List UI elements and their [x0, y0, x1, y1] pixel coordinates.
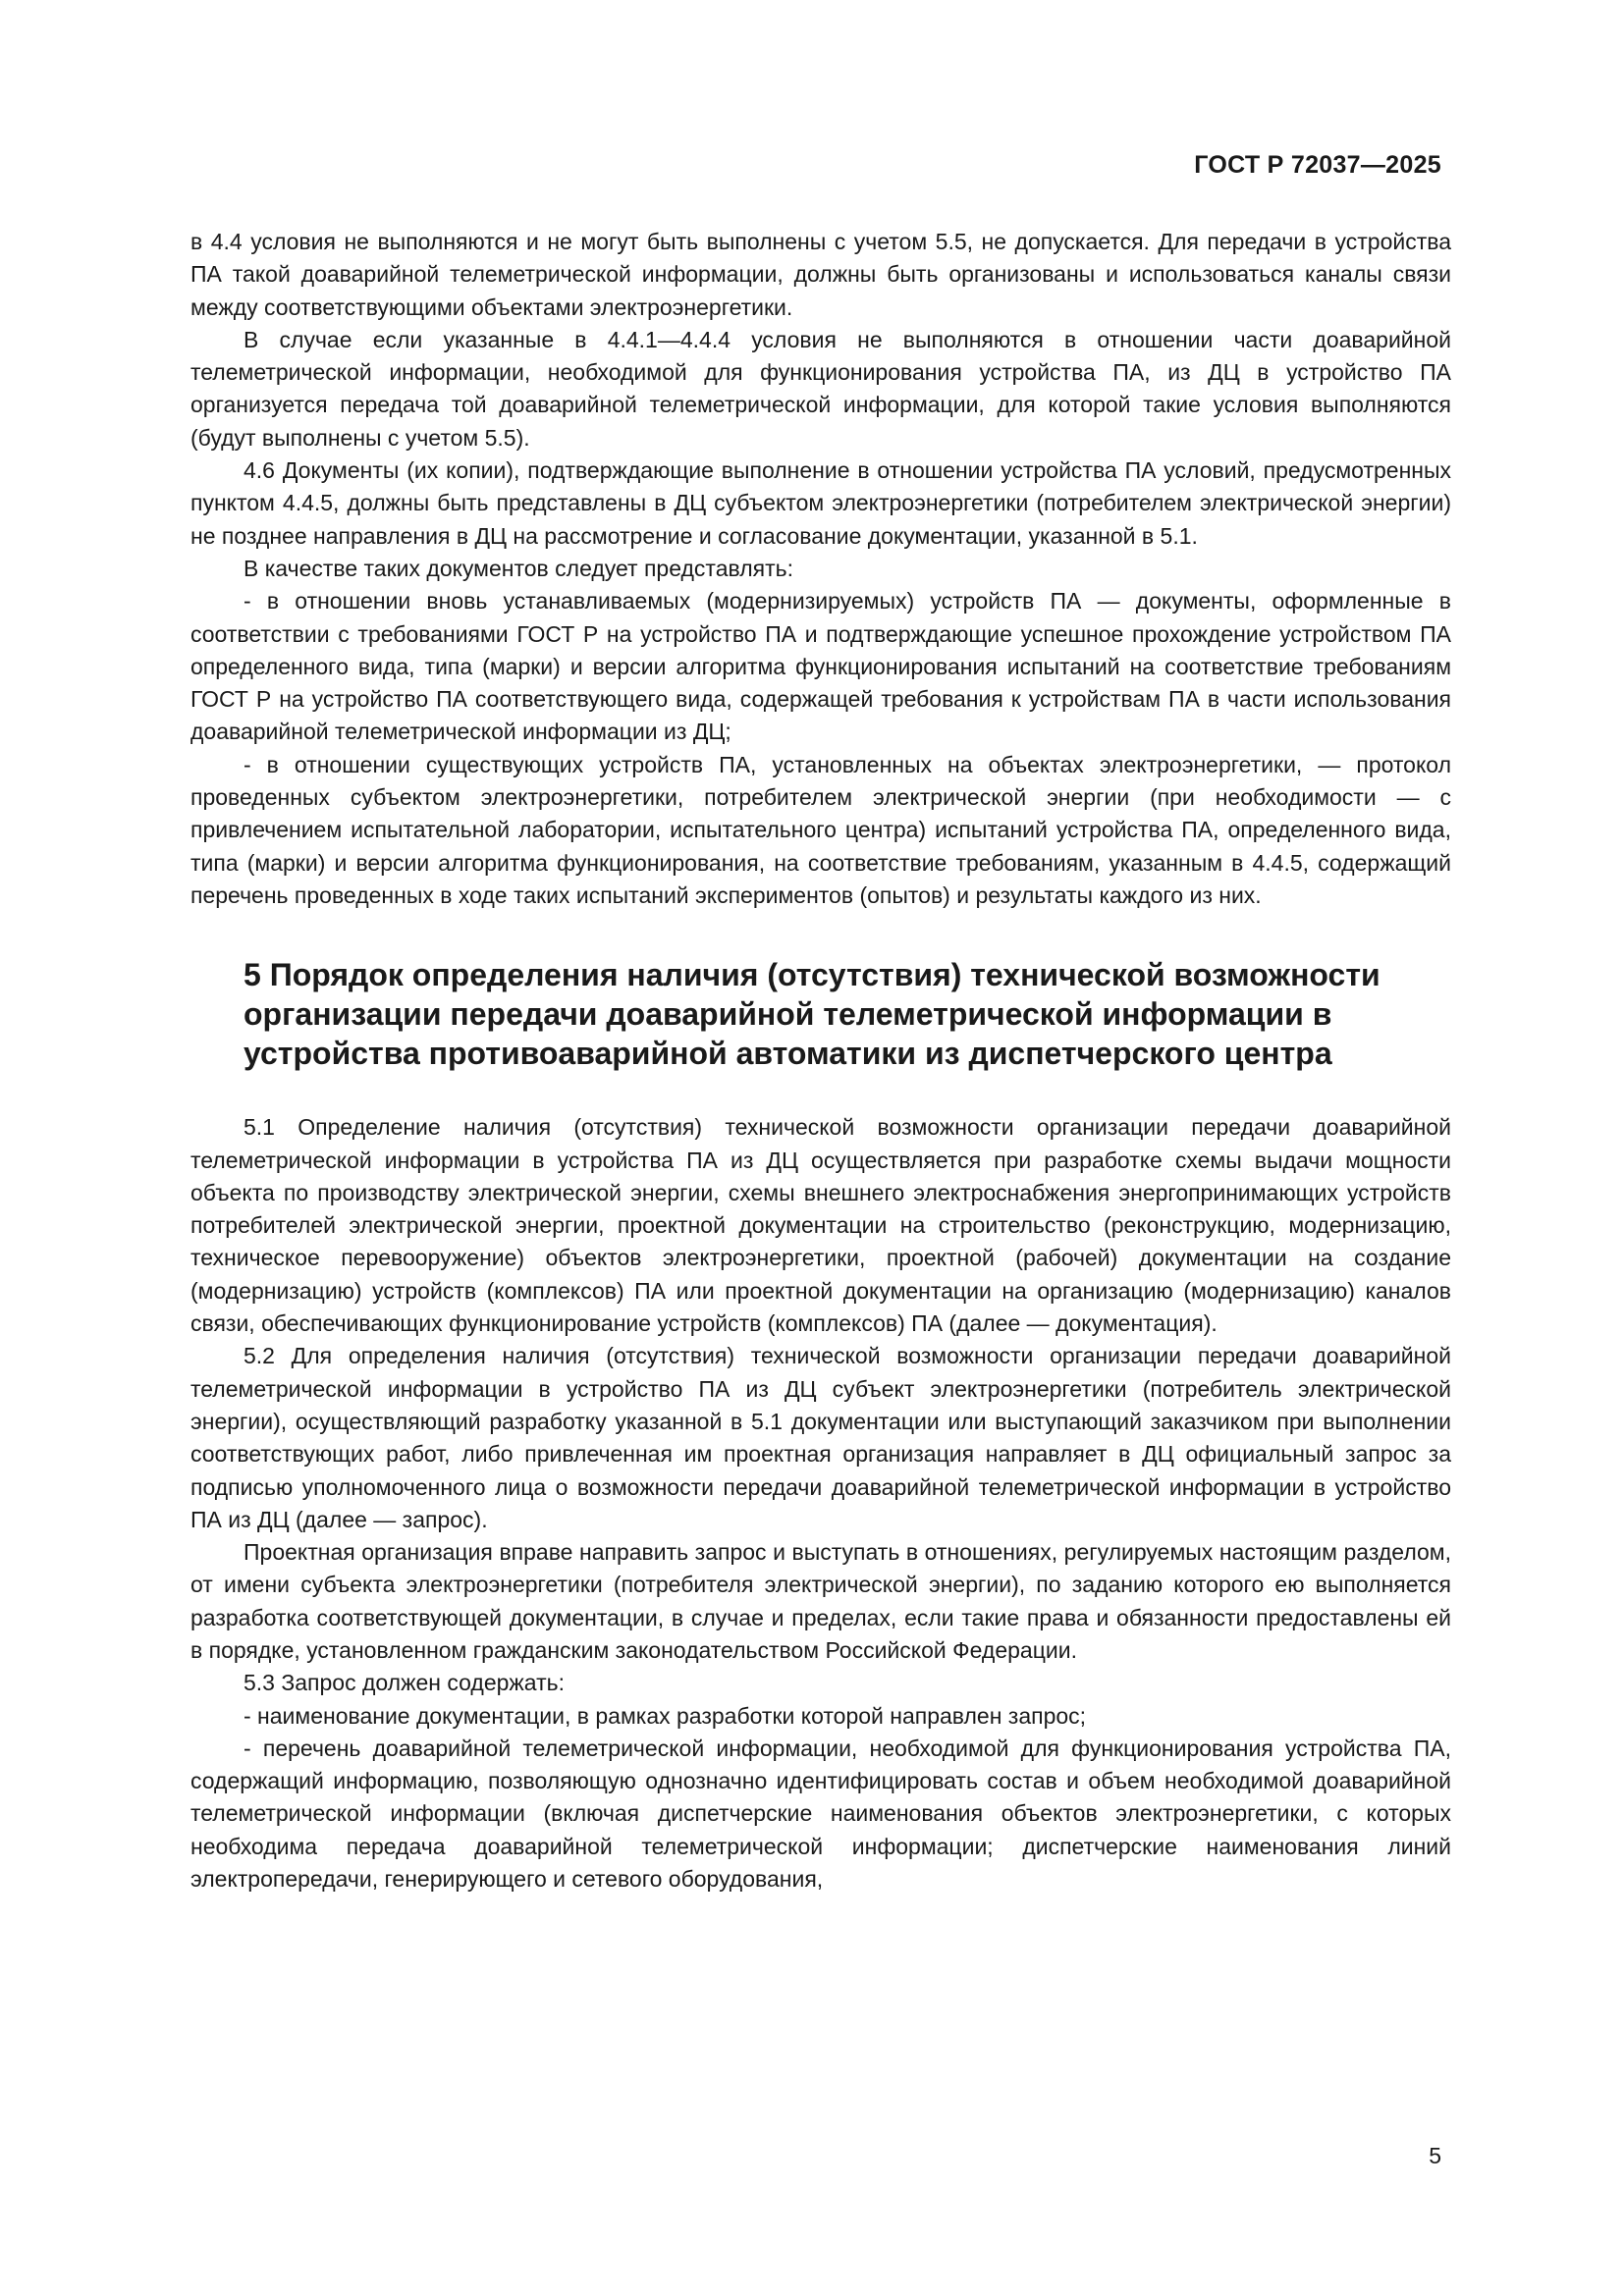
clause-5-1: 5.1 Определение наличия (отсутствия) технической возможности организации передачи доаварийной телеметрической информации в устройства ПА из ДЦ осуществляется при разработке схемы выдачи мощности объекта по производству электрической энергии, схемы внешнего электроснабжения энергопринимающих устройств потребителей электрической энергии, проектной документации на строительство (реконструкцию, модернизацию, техническое перевооружение) объектов электроэнергетики, проектной (рабочей) документации на создание (модернизацию) устройств (комплексов) ПА или проектной документации на организацию (модернизацию) каналов связи, обеспечивающих функционирование устройств (комплексов) ПА (далее — документация).	[190, 1114, 1451, 1337]
page-number: 5	[1429, 2143, 1441, 2168]
page-content	[190, 226, 1451, 1896]
list-item: - наименование документации, в рамках разработки которой направлен запрос;	[244, 1702, 1087, 1729]
clause-4-6: 4.6 Документы (их копии), подтверждающие выполнение в отношении устройства ПА условий, предусмотренных пунктом 4.4.5, должны быть представлены в ДЦ субъектом электроэнергетики (потребителем электрической энергии) не позднее направления в ДЦ на рассмотрение и согласование документации, указанной в 5.1.	[190, 457, 1451, 549]
list-item: - в отношении существующих устройств ПА, установленных на объектах электроэнергетики, — протокол проведенных субъектом электроэнергетики, потребителем электрической энергии (при необходимости — с привлечением испытательной лаборатории, испытательного центра) испытаний устройства ПА, определенного вида, типа (марки) и версии алгоритма функционирования, на соответствие требованиям, указанным в 4.4.5, содержащий перечень проведенных в ходе таких испытаний экспериментов (опытов) и результаты каждого из них.	[190, 751, 1451, 908]
list-item: - в отношении вновь устанавливаемых (модернизируемых) устройств ПА — документы, оформленные в соответствии с требованиями ГОСТ Р на устройство ПА и подтверждающие успешное прохождение устройством ПА определенного вида, типа (марки) и версии алгоритма функционирования испытаний на соответствие требованиям ГОСТ Р на устройство ПА соответствующего вида, содержащей требования к устройствам ПА в части использования доаварийной телеметрической информации из ДЦ;	[190, 588, 1451, 745]
paragraph: Проектная организация вправе направить запрос и выступать в отношениях, регулируемых настоящим разделом, от имени субъекта электроэнергетики (потребителя электрической энергии), по заданию которого ею выполняется разработка соответствующей документации, в случае и пределах, если такие права и обязанности предоставлены ей в порядке, установленном гражданским законодательством Российской Федерации.	[190, 1539, 1451, 1663]
paragraph: В качестве таких документов следует представлять:	[244, 555, 793, 581]
clause-5-3: 5.3 Запрос должен содержать:	[244, 1670, 565, 1696]
section-5-heading: 5 Порядок определения наличия (отсутствия) технической возможности организации передачи доаварийной телеметрической информации в устройства противоаварийной автоматики из диспетчерского центра	[244, 957, 1380, 1072]
paragraph: В случае если указанные в 4.4.1—4.4.4 условия не выполняются в отношении части доаварийной телеметрической информации, необходимой для функционирования устройства ПА, из ДЦ в устройство ПА организуется передача той доаварийной телеметрической информации, для которой такие условия выполняются (будут выполнены с учетом 5.5).	[190, 326, 1451, 451]
clause-5-2: 5.2 Для определения наличия (отсутствия) технической возможности организации передачи доаварийной телеметрической информации в устройство ПА из ДЦ субъект электроэнергетики (потребитель электрической энергии), осуществляющий разработку указанной в 5.1 документации или выступающий заказчиком при выполнении соответствующих работ, либо привлеченная им проектная организация направляет в ДЦ официальный запрос за подписью уполномоченного лица о возможности передачи доаварийной телеметрической информации в устройство ПА из ДЦ (далее — запрос).	[190, 1343, 1451, 1532]
paragraph-continuation: в 4.4 условия не выполняются и не могут быть выполнены с учетом 5.5, не допускается. Для передачи в устройства ПА такой доаварийной телеметрической информации, должны быть организованы и использоваться каналы связи между соответствующими объектами электроэнергетики.	[190, 229, 1451, 320]
list-item: - перечень доаварийной телеметрической информации, необходимой для функционирования устройства ПА, содержащий информацию, позволяющую однозначно идентифицировать состав и объем необходимой доаварийной телеметрической информации (включая диспетчерские наименования объектов электроэнергетики, с которых необходима передача доаварийной телеметрической информации; диспетчерские наименования линий электропередачи, генерирующего и сетевого оборудования,	[190, 1735, 1451, 1893]
document-code-header: ГОСТ Р 72037—2025	[1194, 151, 1441, 179]
